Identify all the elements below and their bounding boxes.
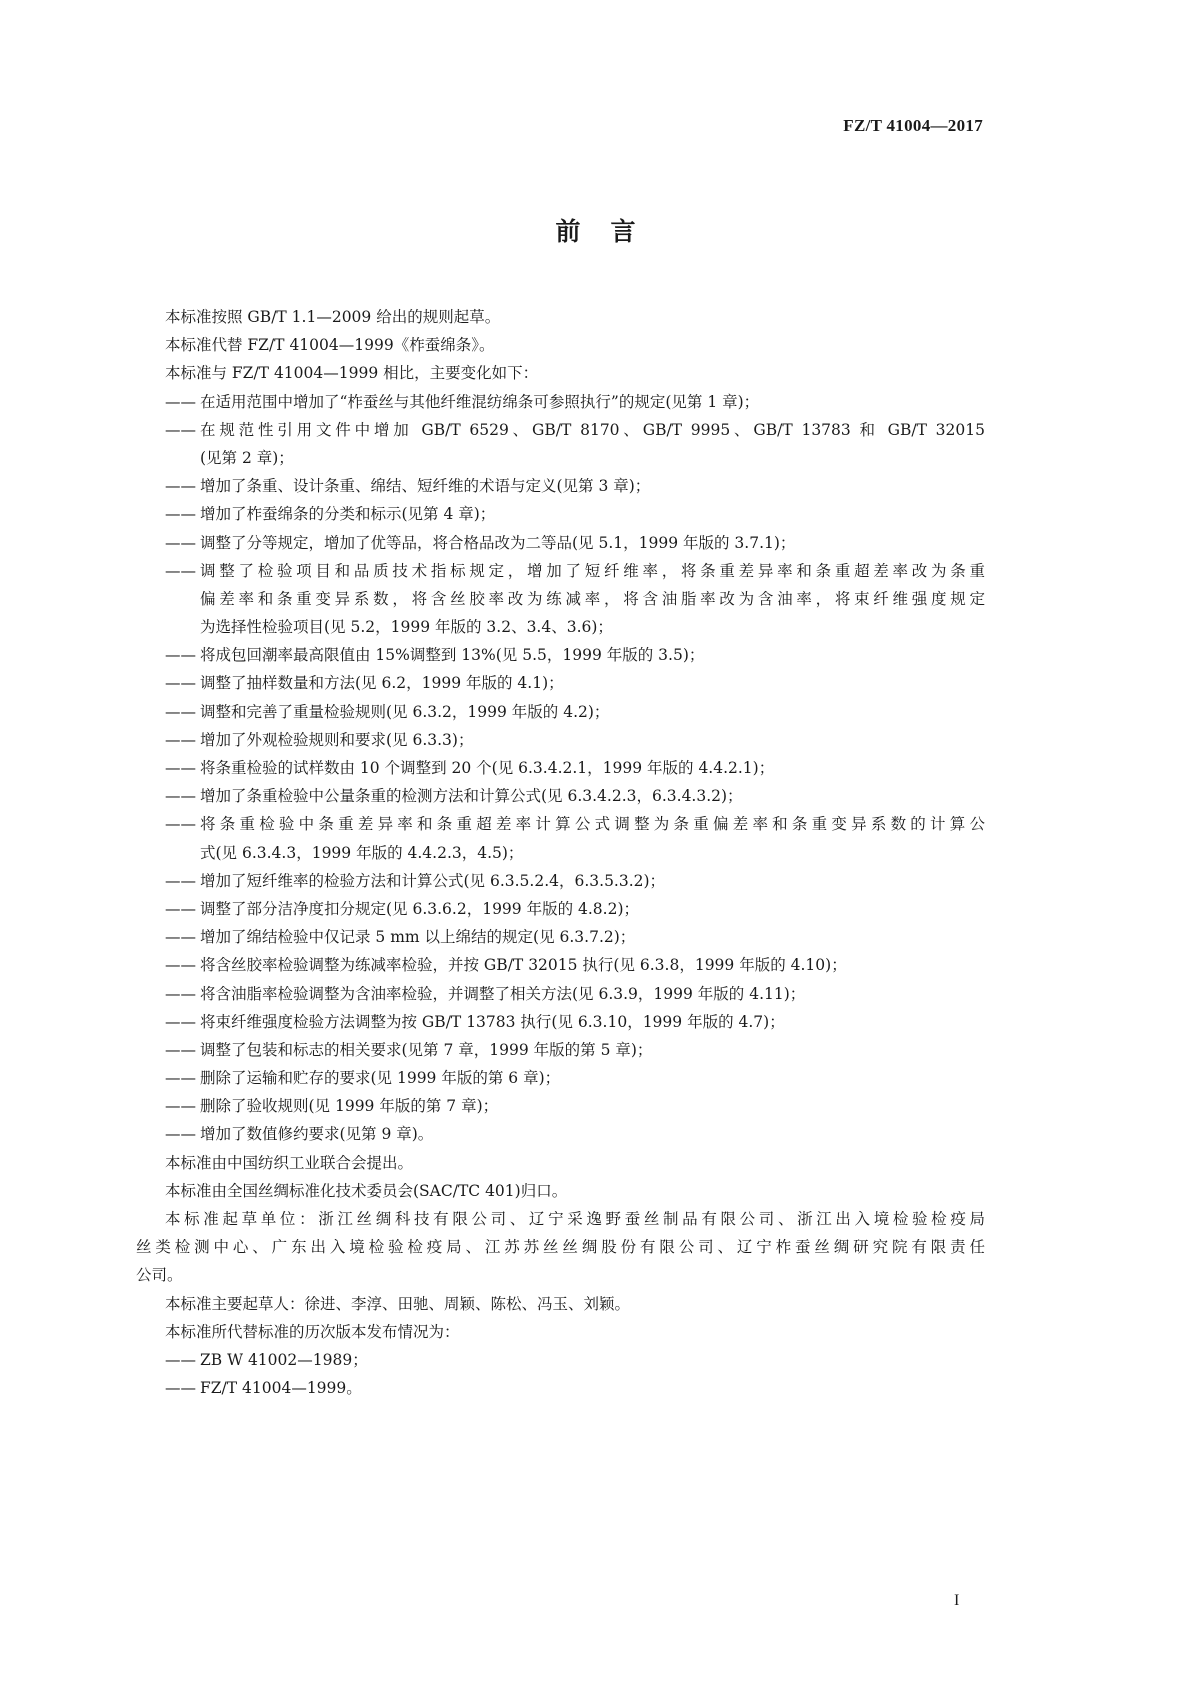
dash-marker: ——	[165, 477, 196, 496]
paragraph-line	[136, 359, 985, 387]
line-text: 删除了验收规则(见 1999 年版的第 7 章)；	[200, 1097, 499, 1116]
line-text: 增加了条重、设计条重、绵结、短纤维的术语与定义(见第 3 章)；	[200, 477, 651, 496]
line-text: 式(见 6.3.4.3，1999 年版的 4.4.2.3，4.5)；	[200, 843, 524, 862]
change-list-item	[136, 1092, 985, 1120]
line-text: 增加了数值修约要求(见第 9 章)。	[200, 1125, 434, 1144]
line-text: 调整了抽样数量和方法(见 6.2，1999 年版的 4.1)；	[200, 674, 564, 693]
dash-marker: ——	[165, 646, 196, 665]
paragraph-line	[136, 444, 985, 472]
dash-marker: ——	[165, 392, 196, 411]
dash-marker: ——	[165, 956, 196, 975]
line-text: 公司。	[136, 1266, 183, 1285]
line-text: ZB W 41002—1989；	[200, 1350, 368, 1369]
paragraph-line	[136, 1177, 985, 1205]
line-text: 将含油脂率检验调整为含油率检验，并调整了相关方法(见 6.3.9，1999 年版的 4.11)；	[200, 984, 806, 1003]
dash-marker: ——	[165, 533, 196, 552]
dash-marker: ——	[165, 1379, 196, 1398]
line-text: 删除了运输和贮存的要求(见 1999 年版的第 6 章)；	[200, 1069, 561, 1088]
dash-marker: ——	[165, 420, 196, 439]
line-text: 本标准由中国纺织工业联合会提出。	[165, 1153, 414, 1172]
change-list-item	[136, 782, 985, 810]
line-text: 将条重检验的试样数由 10 个调整到 20 个(见 6.3.4.2.1，1999 年版的 4.4.2.1)；	[200, 759, 775, 777]
page-title: 前言	[555, 217, 666, 246]
line-text: 本标准由全国丝绸标准化技术委员会(SAC/TC 401)归口。	[165, 1181, 568, 1200]
dash-marker: ——	[165, 1350, 196, 1369]
dash-marker: ——	[165, 1097, 196, 1116]
dash-marker: ——	[165, 561, 196, 580]
line-text: 增加了柞蚕绵条的分类和标示(见第 4 章)；	[200, 505, 496, 524]
line-text: 本标准起草单位：浙江丝绸科技有限公司、辽宁采逸野蚕丝制品有限公司、浙江出入境检验检疫局	[165, 1210, 985, 1228]
line-text: FZ/T 41004—1999。	[200, 1379, 362, 1398]
dash-marker: ——	[165, 984, 196, 1003]
line-text: 在适用范围中增加了“柞蚕丝与其他纤维混纺绵条可参照执行”的规定(见第 1 章)；	[200, 392, 760, 411]
line-text: 调整了部分洁净度扣分规定(见 6.3.6.2，1999 年版的 4.8.2)；	[200, 899, 639, 918]
paragraph-line	[136, 1318, 985, 1346]
standard-number: FZ/T 41004—2017	[843, 116, 983, 135]
dash-marker: ——	[165, 815, 196, 834]
change-list-item	[136, 500, 985, 528]
line-text: 本标准代替 FZ/T 41004—1999《柞蚕绵条》。	[165, 336, 495, 355]
change-list-item	[136, 810, 985, 838]
paragraph-line	[136, 1205, 985, 1233]
paragraph-line	[136, 1261, 985, 1289]
dash-marker: ——	[165, 899, 196, 918]
line-text: 调整和完善了重量检验规则(见 6.3.2，1999 年版的 4.2)；	[200, 702, 610, 721]
change-list-item	[136, 726, 985, 754]
foreword-body	[136, 303, 985, 1402]
line-text: 丝类检测中心、广东出入境检验检疫局、江苏苏丝丝绸股份有限公司、辽宁柞蚕丝绸研究院有限责任	[136, 1238, 985, 1257]
change-list-item	[136, 1374, 985, 1402]
line-text: 本标准主要起草人：徐进、李淳、田驰、周颖、陈松、冯玉、刘颖。	[165, 1294, 631, 1313]
line-text: 调整了分等规定，增加了优等品，将合格品改为二等品(见 5.1，1999 年版的 3.7.1)；	[200, 533, 796, 552]
page-number: I	[954, 1592, 960, 1609]
line-text: 增加了短纤维率的检验方法和计算公式(见 6.3.5.2.4，6.3.5.3.2)；	[200, 871, 666, 890]
change-list-item	[136, 867, 985, 895]
dash-marker: ——	[165, 1012, 196, 1031]
change-list-item	[136, 1008, 985, 1036]
change-list-item	[136, 1346, 985, 1374]
line-text: 为选择性检验项目(见 5.2，1999 年版的 3.2、3.4、3.6)；	[200, 618, 613, 637]
change-list-item	[136, 388, 985, 416]
paragraph-line	[136, 1233, 985, 1261]
line-text: 调整了包装和标志的相关要求(见第 7 章，1999 年版的第 5 章)；	[200, 1040, 653, 1059]
dash-marker: ——	[165, 702, 196, 721]
line-text: 将条重检验中条重差异率和条重超差率计算公式调整为条重偏差率和条重变异系数的计算公	[200, 815, 985, 834]
paragraph-line	[136, 585, 985, 613]
dash-marker: ——	[165, 787, 196, 806]
dash-marker: ——	[165, 1125, 196, 1144]
dash-marker: ——	[165, 505, 196, 524]
line-text: 将含丝胶率检验调整为练减率检验，并按 GB/T 32015 执行(见 6.3.8，1999 年版的 4.10)；	[200, 956, 847, 975]
change-list-item	[136, 1036, 985, 1064]
change-list-item	[136, 951, 985, 979]
paragraph-line	[136, 1290, 985, 1318]
change-list-item	[136, 980, 985, 1008]
paragraph-line	[136, 331, 985, 359]
line-text: 增加了外观检验规则和要求(见 6.3.3)；	[200, 730, 474, 749]
change-list-item	[136, 669, 985, 697]
dash-marker: ——	[165, 1040, 196, 1059]
line-text: 增加了条重检验中公量条重的检测方法和计算公式(见 6.3.4.2.3，6.3.4.3.2)；	[200, 787, 743, 806]
dash-marker: ——	[165, 759, 196, 777]
line-text: 增加了绵结检验中仅记录 5 mm 以上绵结的规定(见 6.3.7.2)；	[200, 928, 636, 947]
dash-marker: ——	[165, 674, 196, 693]
paragraph-line	[136, 839, 985, 867]
line-text: 偏差率和条重变异系数，将含丝胶率改为练减率，将含油脂率改为含油率，将束纤维强度规定	[200, 589, 985, 608]
line-text: 本标准所代替标准的历次版本发布情况为：	[165, 1322, 460, 1341]
dash-marker: ——	[165, 730, 196, 749]
line-text: 调整了检验项目和品质技术指标规定，增加了短纤维率，将条重差异率和条重超差率改为条重	[200, 561, 985, 580]
change-list-item	[136, 1064, 985, 1092]
change-list-item	[136, 923, 985, 951]
line-text: 本标准按照 GB/T 1.1—2009 给出的规则起草。	[165, 308, 501, 326]
change-list-item	[136, 557, 985, 585]
line-text: 将成包回潮率最高限值由 15%调整到 13%(见 5.5，1999 年版的 3.5)；	[200, 646, 705, 665]
change-list-item	[136, 529, 985, 557]
paragraph-line	[136, 613, 985, 641]
paragraph-line	[136, 1149, 985, 1177]
change-list-item	[136, 1120, 985, 1148]
change-list-item	[136, 472, 985, 500]
change-list-item	[136, 698, 985, 726]
change-list-item	[136, 641, 985, 669]
change-list-item	[136, 895, 985, 923]
line-text: 在规范性引用文件中增加 GB/T 6529、GB/T 8170、GB/T 9995、GB/T 13783 和 GB/T 32015	[200, 420, 985, 439]
dash-marker: ——	[165, 871, 196, 890]
dash-marker: ——	[165, 928, 196, 947]
dash-marker: ——	[165, 1069, 196, 1088]
line-text: (见第 2 章)；	[200, 448, 294, 467]
line-text: 本标准与 FZ/T 41004—1999 相比，主要变化如下：	[165, 364, 539, 383]
line-text: 将束纤维强度检验方法调整为按 GB/T 13783 执行(见 6.3.10，1999 年版的 4.7)；	[200, 1012, 785, 1031]
paragraph-line	[136, 303, 985, 331]
change-list-item	[136, 754, 985, 782]
change-list-item	[136, 416, 985, 444]
